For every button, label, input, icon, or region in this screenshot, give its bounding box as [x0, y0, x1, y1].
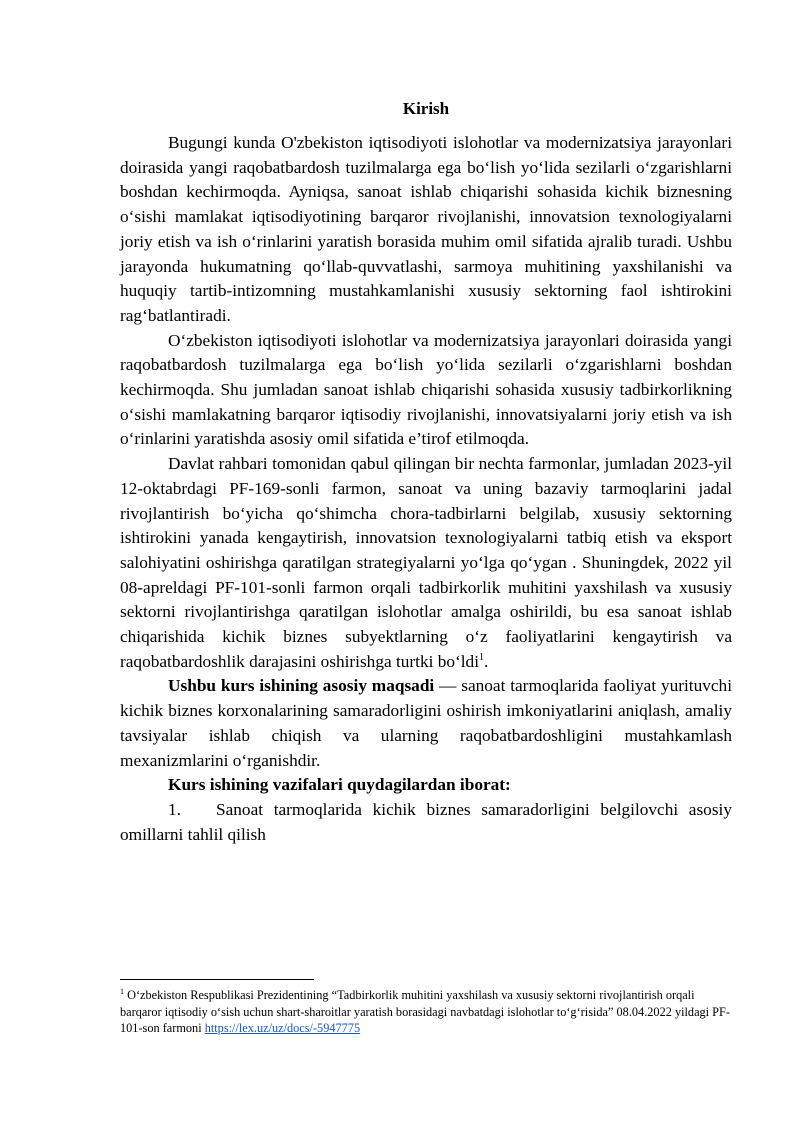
footnote-reference[interactable]: 1 [479, 652, 484, 663]
paragraph-goal [120, 674, 732, 773]
list-item [120, 798, 732, 847]
paragraph-decrees [120, 452, 732, 674]
paragraph-decrees-text: Davlat rahbari tomonidan qabul qilingan bir nechta farmonlar, jumladan 2023-yil 12-oktabrdagi PF-169-sonli farmon, sanoat va uning bazaviy tarmoqlarini jadal rivojlantirish bo‘yicha qo‘shimcha chora-tadbirlarni belgilab, xususiy sektorning ishtirokini yanada kengaytirish, innovatsion texnologiyalarni tatbiq etish va eksport salohiyatini oshirishga qaratilgan strategiyalarni yo‘lga qo‘ygan . Shuningdek, 2022 yil 08-apreldagi PF-101-sonli farmon orqali tadbirkorlik muhitini yaxshilash va xususiy sektorni rivojlantirishga qaratilgan islohotlar amalga oshirildi, bu esa sanoat ishlab chiqarishida kichik biznes subyektlarning o‘z faoliyatlarini kengaytirish va raqobatbardoshlik darajasini oshirishga turtki bo‘ldi [120, 454, 732, 671]
footnote-divider [120, 979, 314, 980]
list-item-text: Sanoat tarmoqlarida kichik biznes samaradorligini belgilovchi asosiy omillarni tahlil qilish [120, 799, 732, 844]
tasks-heading: Kurs ishining vazifalari quydagilardan iborat: [168, 775, 511, 795]
footnote-link[interactable]: https://lex.uz/uz/docs/-5947775 [204, 1021, 361, 1035]
goal-heading: Ushbu kurs ishining asosiy maqsadi [168, 676, 435, 696]
goal-text: — sanoat tarmoqlarida faoliyat yurituvchi kichik biznes korxonalarining samaradorligini oshirish imkoniyatlarini aniqlash, amaliy tavsiyalar ishlab chiqish va ularning raqobatbardoshligini mustahkamlash mexanizmlarini o‘rganishdir. [120, 676, 733, 770]
paragraph-reforms: O‘zbekiston iqtisodiyoti islohotlar va modernizatsiya jarayonlari doirasida yangi raqobatbardosh tuzilmalarga ega bo‘lish yo‘lida sezilarli o‘zgarishlarni boshdan kechirmoqda. Shu jumladan sanoat ishlab chiqarishi sohasida xususiy tadbirkorlikning o‘sishi mamlakatning barqaror iqtisodiy rivojlanishi, innovatsiyalarni joriy etish va ish o‘rinlarini yaratishda asosiy omil sifatida e’tirof etilmoqda. [120, 330, 732, 449]
footnote-text: O‘zbekiston Respublikasi Prezidentining “Tadbirkorlik muhitini yaxshilash va xususiy sektorni rivojlantirish orqali barqaror iqtisodiy o‘sish uchun shart-sharoitlar yaratish borasidagi navbatdagi islohotlar to‘g‘risida” 08.04.2022 yildagi PF-101-son farmoni [120, 988, 730, 1035]
footnote-marker: 1 [120, 986, 124, 996]
paragraph-decrees-end: . [484, 651, 489, 671]
list-item-number: 1. [168, 799, 181, 819]
body-text [120, 131, 732, 847]
footnote [120, 987, 732, 1037]
page-title: Kirish [402, 99, 450, 118]
tasks-heading-paragraph [120, 773, 732, 798]
paragraph-intro: Bugungi kunda O'zbekiston iqtisodiyoti islohotlar va modernizatsiya jarayonlari doirasida yangi raqobatbardosh tuzilmalarga ega bo‘lish yo‘lida sezilarli o‘zgarishlarni boshdan kechirmoqda. Ayniqsa, sanoat ishlab chiqarishi sohasida kichik biznesning o‘sishi mamlakat iqtisodiyotining barqaror rivojlanishi, innovatsion texnologiyalarni joriy etish va ish o‘rinlarini yaratish borasida muhim omil sifatida ajralib turadi. Ushbu jarayonda hukumatning qo‘llab-quvvatlashi, sarmoya muhitining yaxshilanishi va huquqiy tartib-intizomning mustahkamlanishi xususiy sektorning faol ishtirokini rag‘batlantiradi. [120, 133, 732, 325]
